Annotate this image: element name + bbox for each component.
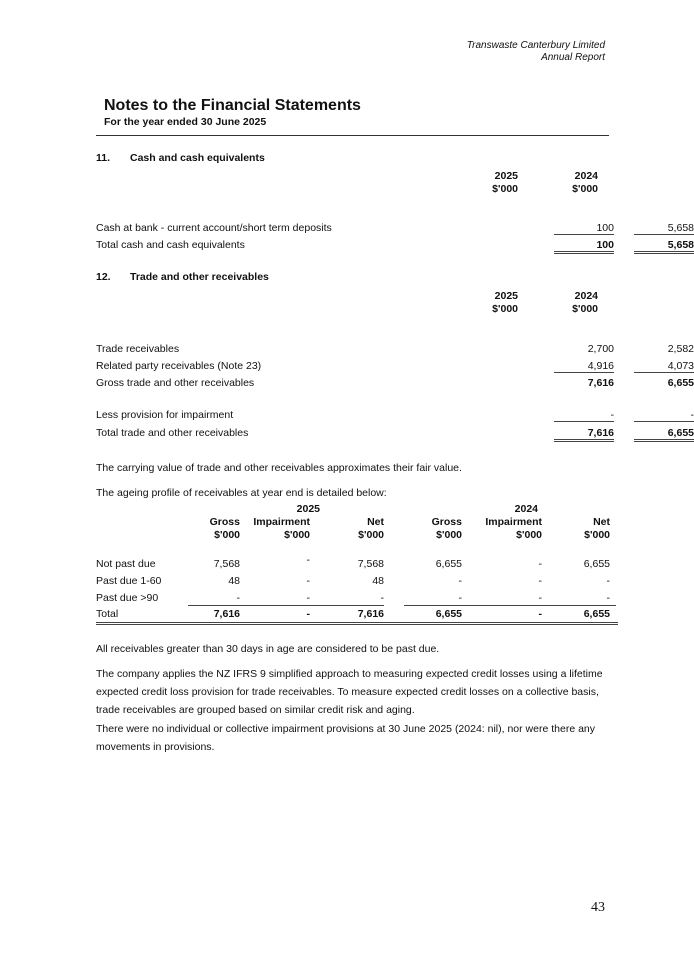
section-number: 12. [96, 271, 111, 283]
table-row-total [96, 427, 694, 442]
cell-value: - [538, 575, 542, 587]
column-year: 2024 [574, 290, 598, 302]
ageing-row [96, 575, 616, 590]
cell-value: 48 [372, 575, 384, 587]
column-header-2024 [546, 290, 598, 316]
impairment-note: There were no individual or collective impairment provisions at 30 June 2025 (2024: nil), nor were there any movements in provisions. [96, 723, 596, 753]
column-header [336, 516, 384, 542]
row-label: Past due >90 [96, 592, 159, 604]
cell-value: 7,568 [213, 558, 240, 570]
column-unit: $'000 [358, 529, 384, 541]
ageing-row-total [96, 608, 616, 623]
report-name: Annual Report [541, 52, 605, 63]
ageing-intro: The ageing profile of receivables at year end is detailed below: [96, 487, 387, 499]
column-header [414, 516, 462, 542]
page-subtitle: For the year ended 30 June 2025 [104, 116, 267, 128]
cell-value: 6,655 [435, 608, 462, 620]
value-2025: 4,916 [554, 360, 614, 373]
ageing-row [96, 554, 616, 573]
column-label: Net [593, 516, 610, 528]
table-row [96, 360, 694, 375]
section-title: Trade and other receivables [130, 271, 269, 283]
row-label: Related party receivables (Note 23) [96, 360, 262, 372]
cell-value: - [538, 558, 542, 570]
cell-value: - [458, 592, 462, 604]
page-number: 43 [591, 900, 605, 915]
value-2024: - [634, 409, 694, 422]
cell-value: 7,616 [357, 608, 384, 620]
column-label: Gross [209, 516, 240, 528]
value-2025: 7,616 [554, 427, 614, 442]
past-due-note: All receivables greater than 30 days in age are considered to be past due. [96, 643, 440, 655]
column-header-2025 [466, 170, 518, 196]
cell-value: 6,655 [435, 558, 462, 570]
column-header [246, 516, 310, 542]
column-unit: $'000 [572, 303, 598, 315]
report-header [467, 40, 605, 64]
column-header [556, 516, 610, 542]
cell-value: 48 [228, 575, 240, 587]
row-label: Not past due [96, 558, 156, 570]
section-title: Cash and cash equivalents [130, 152, 265, 164]
ageing-year-2024: 2024 [514, 503, 538, 515]
section-heading-receivables [96, 271, 269, 283]
ifrs9-note: The company applies the NZ IFRS 9 simplified approach to measuring expected credit losses using a lifetime expected credit loss provision for trade receivables. To measure expected credit losses on a collective basis, trade receivables are grouped based on similar credit risk and aging. [96, 668, 603, 716]
section-number: 11. [96, 152, 111, 164]
column-unit: $'000 [284, 529, 310, 541]
value-2025: 7,616 [587, 377, 614, 389]
value-2024: 5,658 [634, 222, 694, 235]
value-2025: 2,700 [587, 343, 614, 355]
value-2024: 4,073 [634, 360, 694, 373]
column-label: Gross [431, 516, 462, 528]
column-header-2025 [466, 290, 518, 316]
cell-value: - [538, 608, 542, 620]
cell-value: 7,568 [357, 558, 384, 570]
value-2024: 6,655 [634, 427, 694, 442]
value-2025: 100 [554, 222, 614, 235]
subtotal-line-2025 [188, 605, 384, 606]
cell-value: - [306, 608, 310, 620]
table-row [96, 343, 694, 358]
column-header [196, 516, 240, 542]
value-2025: - [554, 409, 614, 422]
column-label: Impairment [485, 516, 542, 528]
column-unit: $'000 [492, 303, 518, 315]
ageing-header-row [96, 516, 616, 542]
column-label: Impairment [253, 516, 310, 528]
column-year: 2024 [574, 170, 598, 182]
column-year: 2025 [494, 170, 518, 182]
column-unit: $'000 [584, 529, 610, 541]
cell-value: 6,655 [583, 558, 610, 570]
value-2024: 5,658 [634, 239, 694, 254]
page-title: Notes to the Financial Statements [104, 97, 361, 114]
section-heading-cash [96, 152, 265, 164]
cell-value: - [458, 575, 462, 587]
cell-value: - [306, 592, 310, 604]
column-unit: $'000 [436, 529, 462, 541]
row-label: Total [96, 608, 119, 620]
total-underline [96, 622, 618, 625]
column-label: Net [367, 516, 384, 528]
column-unit: $'000 [572, 183, 598, 195]
cell-value: 7,616 [213, 608, 240, 620]
column-header-2024 [546, 170, 598, 196]
column-header [474, 516, 542, 542]
row-label: Gross trade and other receivables [96, 377, 255, 389]
table-row [96, 409, 694, 424]
ageing-year-2025: 2025 [296, 503, 320, 515]
cell-value: - [538, 592, 542, 604]
column-year: 2025 [494, 290, 518, 302]
subtotal-line-2024 [404, 605, 616, 606]
row-label: Cash at bank - current account/short term deposits [96, 222, 332, 234]
row-label: Past due 1-60 [96, 575, 162, 587]
column-unit: $'000 [214, 529, 240, 541]
cell-value: - [606, 575, 610, 587]
table-row-total [96, 239, 694, 254]
row-label: Less provision for impairment [96, 409, 234, 421]
table-row [96, 222, 694, 237]
title-divider [96, 135, 609, 136]
column-unit: $'000 [516, 529, 542, 541]
value-2025: 100 [554, 239, 614, 254]
cell-value: - [236, 592, 240, 604]
cell-value: 6,655 [583, 608, 610, 620]
row-label: Total cash and cash equivalents [96, 239, 245, 251]
table-row-subtotal [96, 377, 694, 392]
cell-value: - [306, 554, 310, 566]
value-2024: 6,655 [667, 377, 694, 389]
row-label: Total trade and other receivables [96, 427, 249, 439]
value-2024: 2,582 [667, 343, 694, 355]
company-name: Transwaste Canterbury Limited [466, 40, 605, 51]
cell-value: - [380, 592, 384, 604]
fair-value-note: The carrying value of trade and other receivables approximates their fair value. [96, 462, 462, 474]
cell-value: - [306, 575, 310, 587]
row-label: Trade receivables [96, 343, 180, 355]
column-unit: $'000 [492, 183, 518, 195]
cell-value: - [606, 592, 610, 604]
